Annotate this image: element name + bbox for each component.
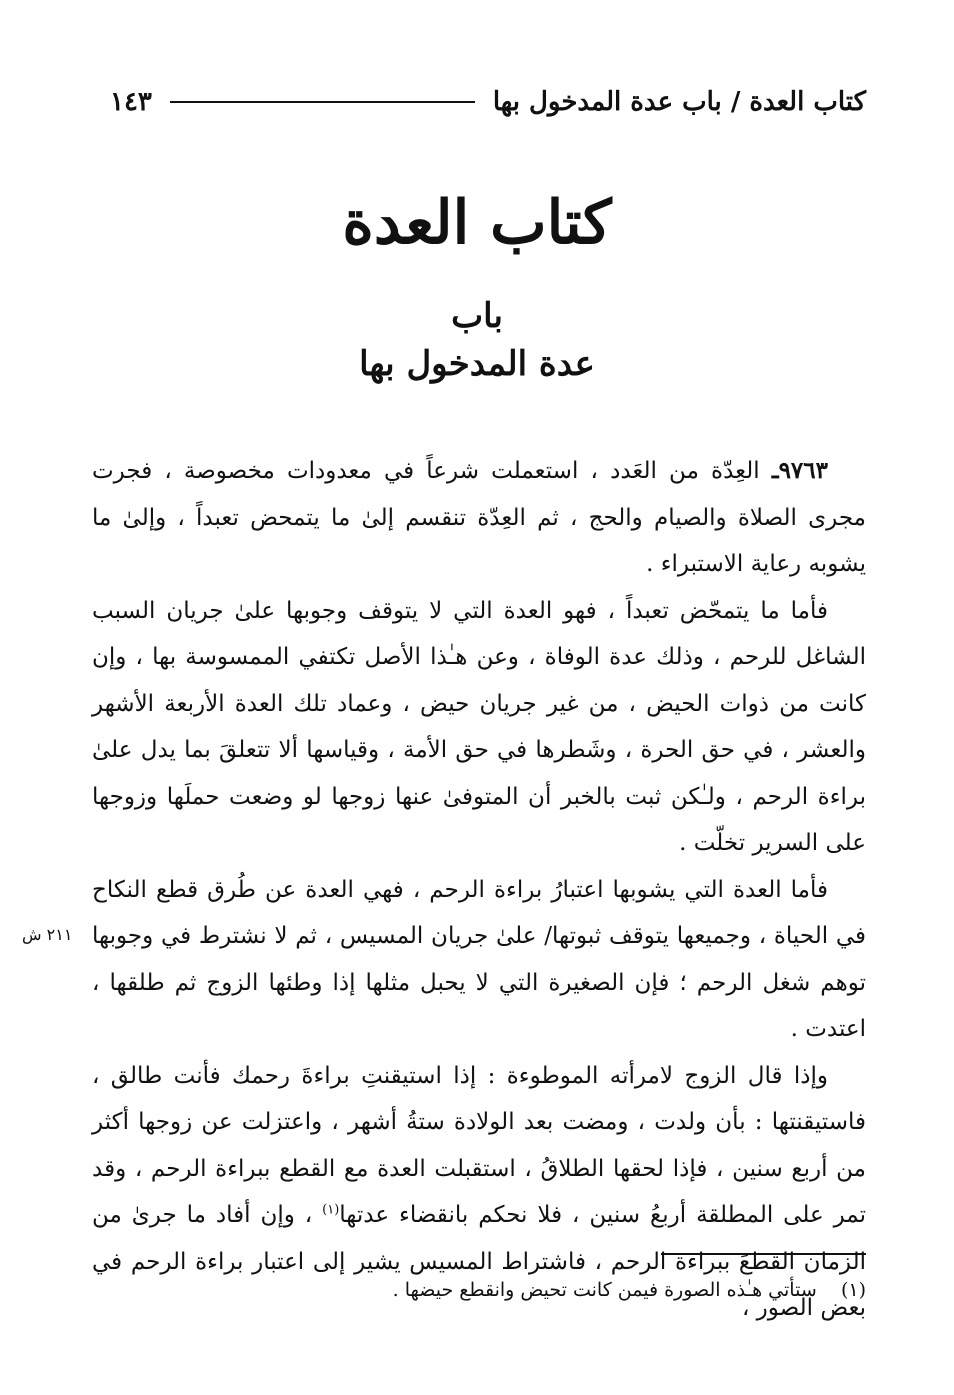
chapter-heading-line1: باب (451, 296, 503, 336)
paragraph-1-text: العِدّة من العَدد ، استعملت شرعاً في معدودات مخصوصة ، فجرت مجرى الصلاة والصيام والحج ، ثم العِدّة تنقسم إلىٰ ما يتمحض تعبداً ، وإلىٰ ما يشوبه رعاية الاستبراء . (92, 458, 866, 577)
paragraph-2: فأما ما يتمحّض تعبداً ، فهو العدة التي لا يتوقف وجوبها علىٰ جريان السبب الشاغل للرحم ، وذلك عدة الوفاة ، وعن هـٰذا الأصل تكتفي الممسوسة بها ، وإن كانت من ذوات الحيض ، من غير جريان حيض ، وعماد تلك العدة الأربعة الأشهر والعشر ، في حق الحرة ، وشَطرها في حق الأمة ، وقياسها ألا تتعلقَ بما يدل علىٰ براءة الرحم ، ولـٰكن ثبت بالخبر أن المتوفىٰ عنها زوجها لو وضعت حملَها وزوجها على السرير تخلّت . (92, 597, 866, 856)
paragraph-1 (92, 448, 866, 588)
chapter-heading-line2: عدة المدخول بها (359, 344, 595, 384)
book-title: كتاب العدة (342, 188, 612, 258)
footnote (200, 1275, 866, 1305)
running-header-title: كتاب العدة / باب عدة المدخول بها (492, 87, 866, 117)
page-number: ١٤٣ (110, 87, 152, 117)
footnote-marker: (١) (840, 1279, 866, 1301)
paragraph-4-text: وإذا قال الزوج لامرأته الموطوءة : إذا استيقنتِ براءةَ رحمك فأنت طالق ، فاستيقنتها : بأن ولدت ، ومضت بعد الولادة ستةُ أشهر ، واعتزلت عن زوجها أكثر من أربع سنين ، فإذا لحقها الطلاقُ ، استقبلت العدة مع القطع ببراءة الرحم ، وقد تمر على المطلقة أربعُ سنين ، فلا نحكم بانقضاء عدتها (92, 1062, 866, 1228)
margin-note: ٢١١ ش (22, 925, 73, 944)
paragraph-4-text-continued: ، وإن أفاد ما جرىٰ من الزمان القطعَ ببراءة الرحم ، فاشتراط المسيس يشير إلى اعتبار براءة الرحم في بعض الصور ، (92, 1202, 866, 1321)
header-rule (170, 101, 475, 103)
running-header (110, 82, 866, 122)
main-text (92, 448, 866, 1332)
chapter-heading (0, 292, 954, 388)
paragraph-3: فأما العدة التي يشوبها اعتبارُ براءة الرحم ، فهي العدة عن طُرق قطع النكاح في الحياة ، وجميعها يتوقف ثبوتها/ علىٰ جريان المسيس ، ثم لا نشترط في وجوبها توهم شغل الرحم ؛ فإن الصغيرة التي لا يحبل مثلها إذا وطئها الزوج ثم طلقها ، اعتدت . (92, 876, 866, 1042)
paragraph-number: ٩٧٦٣ـ (771, 457, 828, 484)
footnote-reference[interactable]: (١) (322, 1202, 340, 1218)
footnote-text: ستأتي هـٰذه الصورة فيمن كانت تحيض وانقطع حيضها . (392, 1279, 817, 1301)
footnote-rule (661, 1253, 866, 1255)
